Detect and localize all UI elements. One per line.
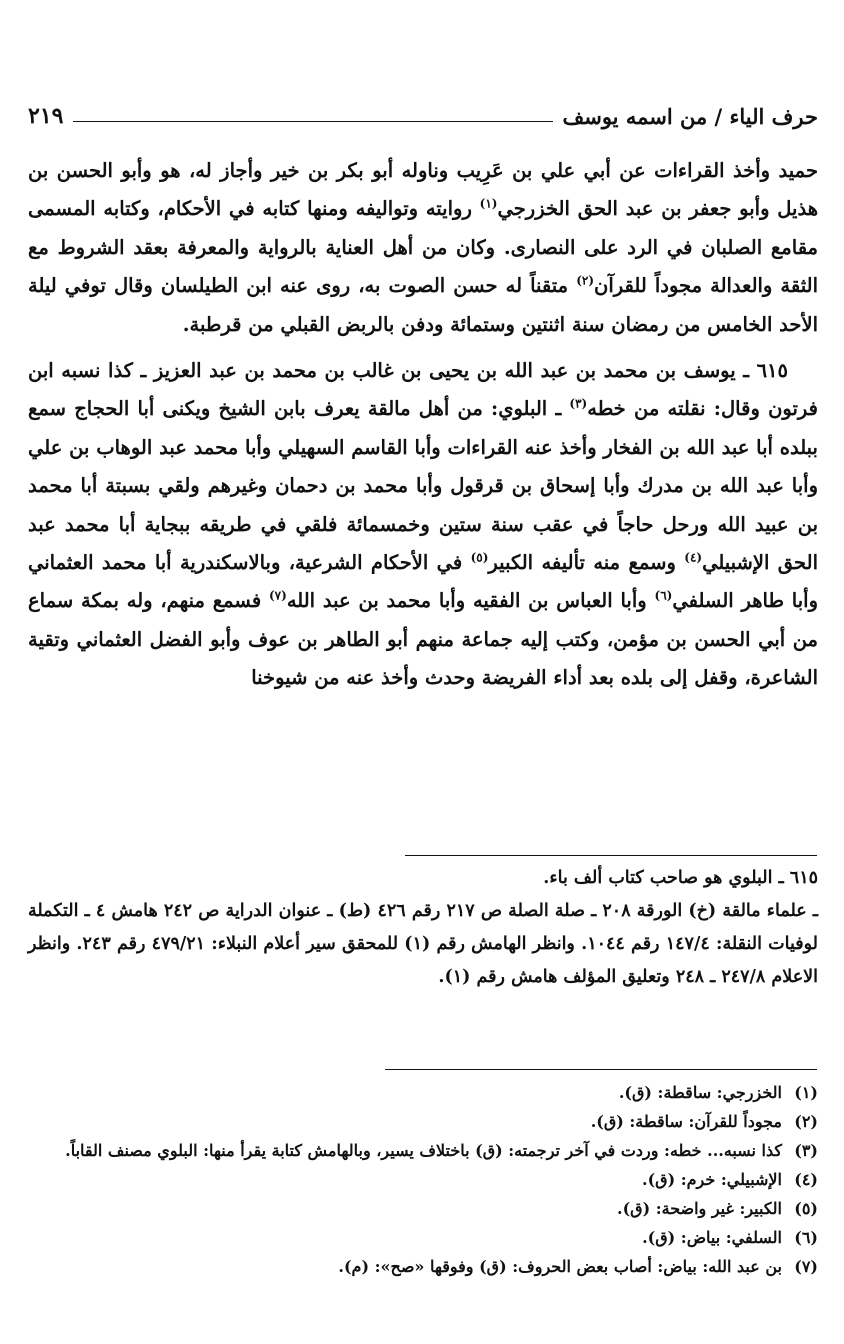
biblio-line: ـ علماء مالقة (خ) الورقة ٢٠٨ ـ صلة الصلة ص ٢١٧ رقم ٤٢٦ (ط) ـ عنوان الدراية ص ٢٤٢ هامش ٤ ـ التكملة لوفيات النقلة: ١٤٧/٤ رقم ١٠٤٤. وانظر الهامش رقم (١) للمحقق سير أعلام النبلاء: ٤٧٩/٢١ رقم ٢٤٣. وانظر الاعلام ٢٤٧/٨ ـ ٢٤٨ وتعليق المؤلف هامش رقم (١).: [28, 901, 819, 987]
entry-615: [28, 352, 818, 698]
footnote-text: الكبير: غير واضحة: (ق).: [617, 1199, 782, 1218]
footnote-ref: (٢): [576, 273, 595, 288]
header-rule: [73, 121, 552, 122]
page-number: ٢١٩: [28, 103, 64, 129]
footnote: [28, 1252, 818, 1281]
footnote: [28, 1078, 818, 1107]
footnote-text: الخزرجي: ساقطة: (ق).: [618, 1083, 782, 1102]
footnote-number: (٤): [794, 1170, 818, 1189]
footnote-ref: (١): [479, 196, 498, 211]
footnote-text: بن عبد الله: بياض: أصاب بعض الحروف: (ق) وفوقها «صح»: (م).: [338, 1257, 782, 1276]
footnote-text: كذا نسبه... خطه: وردت في آخر ترجمته: (ق) باختلاف يسير، وبالهامش كتابة يقرأ منها: البلوي مصنف القاباً.: [65, 1141, 782, 1160]
text-run: متقناً له حسن الصوت به، روى عنه ابن الطيلسان وقال توفي ليلة الأحد الخامس من رمضان سنة اثنتين وستمائة ودفن بالربض القبلي من قرطبة.: [28, 274, 818, 336]
footnote-text: الإشبيلي: خرم: (ق).: [642, 1170, 782, 1189]
text-run: وسمع منه تأليفه الكبير: [488, 551, 685, 575]
footnote-number: (٦): [794, 1228, 818, 1247]
text-run: فسمع منهم، وله بمكة سماع من أبي الحسن بن مؤمن، وكتب إليه جماعة منهم أبو الطاهر بن عوف وأبو الفضل العثماني وتقية الشاعرة، وقفل إلى بلده بعد أداء الفريضة وحدث وأخذ عنه من شيوخنا: [28, 589, 818, 690]
separator-rule: [405, 855, 817, 856]
footnote-ref: (٣): [569, 396, 588, 411]
footnote-ref: (٥): [470, 550, 489, 565]
running-title: حرف الياء / من اسمه يوسف: [562, 103, 818, 129]
footnote-ref: (٦): [654, 588, 673, 603]
footnote-ref: (٧): [268, 588, 287, 603]
footnote: [28, 1223, 818, 1252]
footnote: [28, 1194, 818, 1223]
text-run: حميد وأخذ القراءات عن أبي علي بن عَرِيب وناوله أبو بكر بن خير وأجاز له، هو وأبو الحسن بن هذيل وأبو جعفر بن عبد الحق الخزرجي: [28, 159, 818, 221]
text-run: وأبا العباس بن الفقيه وأبا محمد بن عبد الله: [286, 589, 655, 613]
text-run: ٦١٥ ـ يوسف بن محمد بن عبد الله بن يحيى بن غالب بن محمد بن عبد العزيز ـ كذا نسبه ابن فرتون وقال: نقلته من خطه: [28, 359, 818, 421]
biblio-line: ٦١٥ ـ البلوي هو صاحب كتاب ألف باء.: [543, 868, 818, 888]
paragraph-continuation: [28, 152, 818, 344]
footnotes: [28, 1078, 818, 1281]
footnote-number: (٥): [794, 1199, 818, 1218]
footnote-number: (٣): [794, 1141, 818, 1160]
footnote-number: (٢): [794, 1112, 818, 1131]
text-run: في الأحكام الشرعية، وبالاسكندرية أبا محمد العثماني وأبا طاهر السلفي: [28, 551, 819, 613]
footnote-text: السلفي: بياض: (ق).: [642, 1228, 782, 1247]
footnote-number: (٧): [794, 1257, 818, 1276]
footnote: [28, 1136, 818, 1165]
footnote-text: مجوداً للقرآن: ساقطة: (ق).: [590, 1112, 782, 1131]
separator-rule: [385, 1069, 817, 1070]
footnote: [28, 1107, 818, 1136]
text-run: ـ البلوي: من أهل مالقة يعرف بابن الشيخ ويكنى أبا الحجاج سمع ببلده أبا عبد الله بن الفخار وأخذ عنه القراءات وأبا القاسم السهيلي وأبا محمد عبد الوهاب بن علي وأبا عبد الله بن مدرك وأبا إسحاق بن قرقول وأبا محمد بن دحمان وغيرهم ولقي بسبتة أبا محمد بن عبيد الله ورحل حاجاً في عقب سنة ستين وخمسمائة فلقي في طريقه ببجاية أبا محمد عبد الحق الإشبيلي: [28, 397, 819, 575]
page-header: [28, 96, 818, 136]
text-run: روايته وتواليفه ومنها كتابه في الأحكام، وكتابه المسمى مقامع الصلبان في الرد على النصارى. وكان من أهل العناية بالرواية والمعرفة بعقد الشروط مع الثقة والعدالة مجوداً للقرآن: [28, 197, 818, 298]
bibliography-note: [28, 862, 818, 994]
footnote: [28, 1165, 818, 1194]
footnote-number: (١): [794, 1083, 818, 1102]
footnote-ref: (٤): [684, 550, 703, 565]
main-text: [28, 152, 818, 698]
